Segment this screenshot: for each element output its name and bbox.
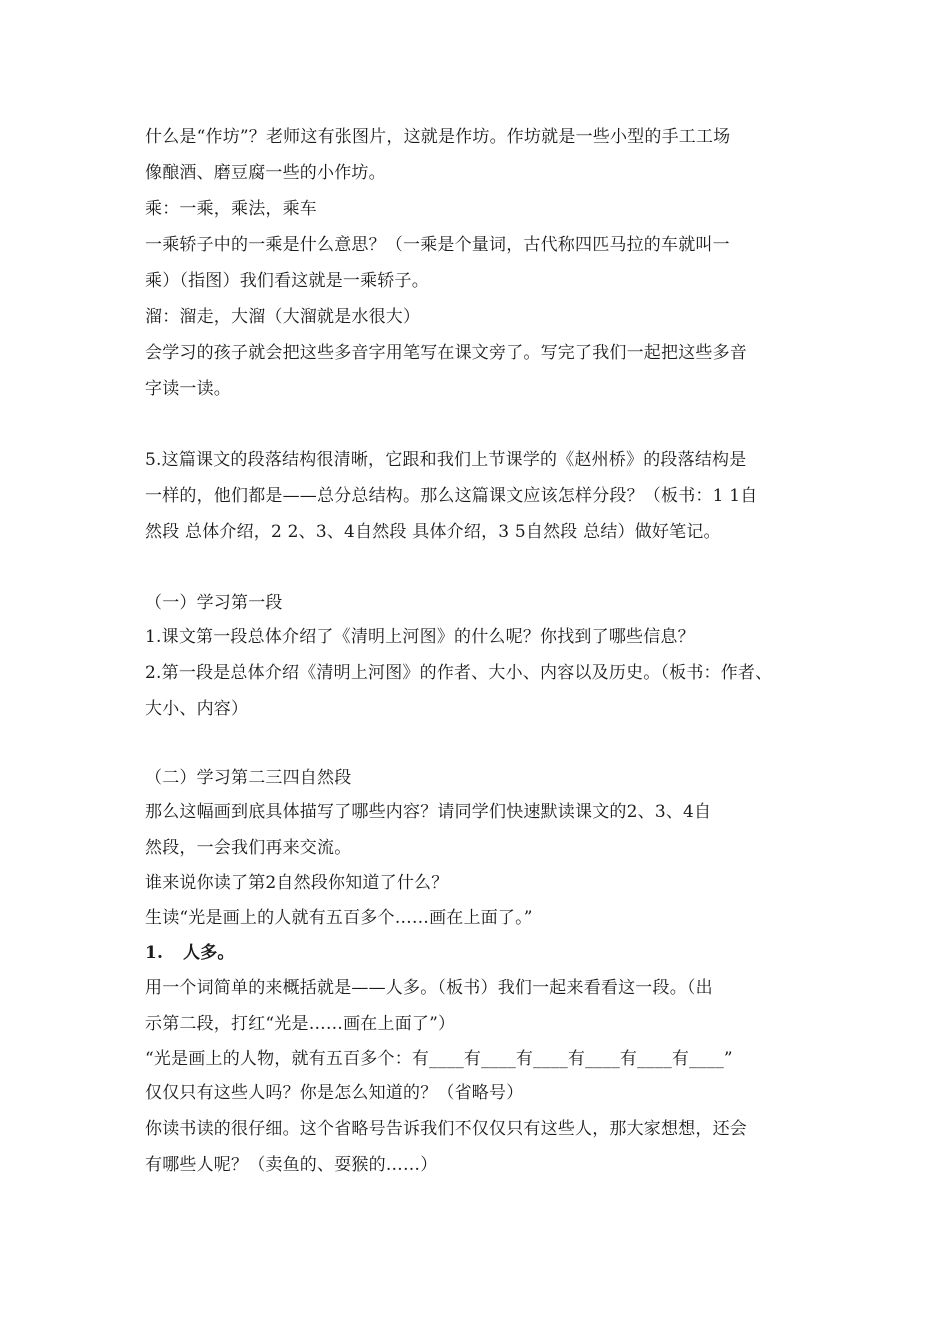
text-line: 示第二段，打红“光是……画在上面了”）: [145, 1014, 456, 1034]
text-line: 2.第一段是总体介绍《清明上河图》的作者、大小、内容以及历史。（板书：作者、: [145, 663, 773, 683]
text-line: 一乘轿子中的一乘是什么意思？（一乘是个量词，古代称四匹马拉的车就叫一: [145, 235, 730, 255]
text-line: 大小、内容）: [145, 699, 249, 719]
section-heading: （一）学习第一段: [145, 593, 283, 613]
numbered-heading: [145, 941, 810, 965]
text-line: 字读一读。: [145, 379, 231, 399]
text-line: 乘）（指图）我们看这就是一乘轿子。: [145, 271, 429, 291]
text-line: 用一个词简单的来概括就是——人多。（板书）我们一起来看看这一段。（出: [145, 978, 713, 998]
text-line: 乘：一乘，乘法，乘车: [145, 199, 317, 219]
text-line: 什么是“作坊”？老师这有张图片，这就是作坊。作坊就是一些小型的手工工场: [145, 127, 731, 147]
text-line: 一样的，他们都是——总分总结构。那么这篇课文应该怎样分段？（板书：1 1自: [145, 486, 758, 506]
section-heading: （二）学习第二三四自然段: [145, 768, 352, 788]
text-line: 像酿酒、磨豆腐一些的小作坊。: [145, 163, 386, 183]
text-line: 有哪些人呢？（卖鱼的、耍猴的……）: [145, 1155, 438, 1175]
text-line: 会学习的孩子就会把这些多音字用笔写在课文旁了。写完了我们一起把这些多音: [145, 343, 747, 363]
text-line: 然段，一会我们再来交流。: [145, 838, 352, 858]
text-line: 仅仅只有这些人吗？你是怎么知道的？（省略号）: [145, 1083, 524, 1103]
text-line: 你读书读的很仔细。这个省略号告诉我们不仅仅只有这些人，那大家想想，还会: [145, 1119, 747, 1139]
text-line: 谁来说你读了第2自然段你知道了什么？: [145, 873, 449, 893]
text-line: 溜：溜走，大溜（大溜就是水很大）: [145, 307, 421, 327]
heading-number: 1.: [145, 943, 164, 963]
text-line: “光是画上的人物，就有五百多个：有____有____有____有____有____有____”: [145, 1049, 733, 1069]
text-line: 生读“光是画上的人就有五百多个……画在上面了。”: [145, 908, 533, 928]
text-line: 1.课文第一段总体介绍了《清明上河图》的什么呢？你找到了哪些信息？: [145, 627, 695, 647]
text-line: 5.这篇课文的段落结构很清晰，它跟和我们上节课学的《赵州桥》的段落结构是: [145, 450, 747, 470]
heading-text: 人多。: [183, 943, 235, 963]
text-line: 那么这幅画到底具体描写了哪些内容？请同学们快速默读课文的2、3、4自: [145, 802, 712, 822]
text-line: 然段 总体介绍，2 2、3、4自然段 具体介绍，3 5自然段 总结）做好笔记。: [145, 522, 721, 542]
